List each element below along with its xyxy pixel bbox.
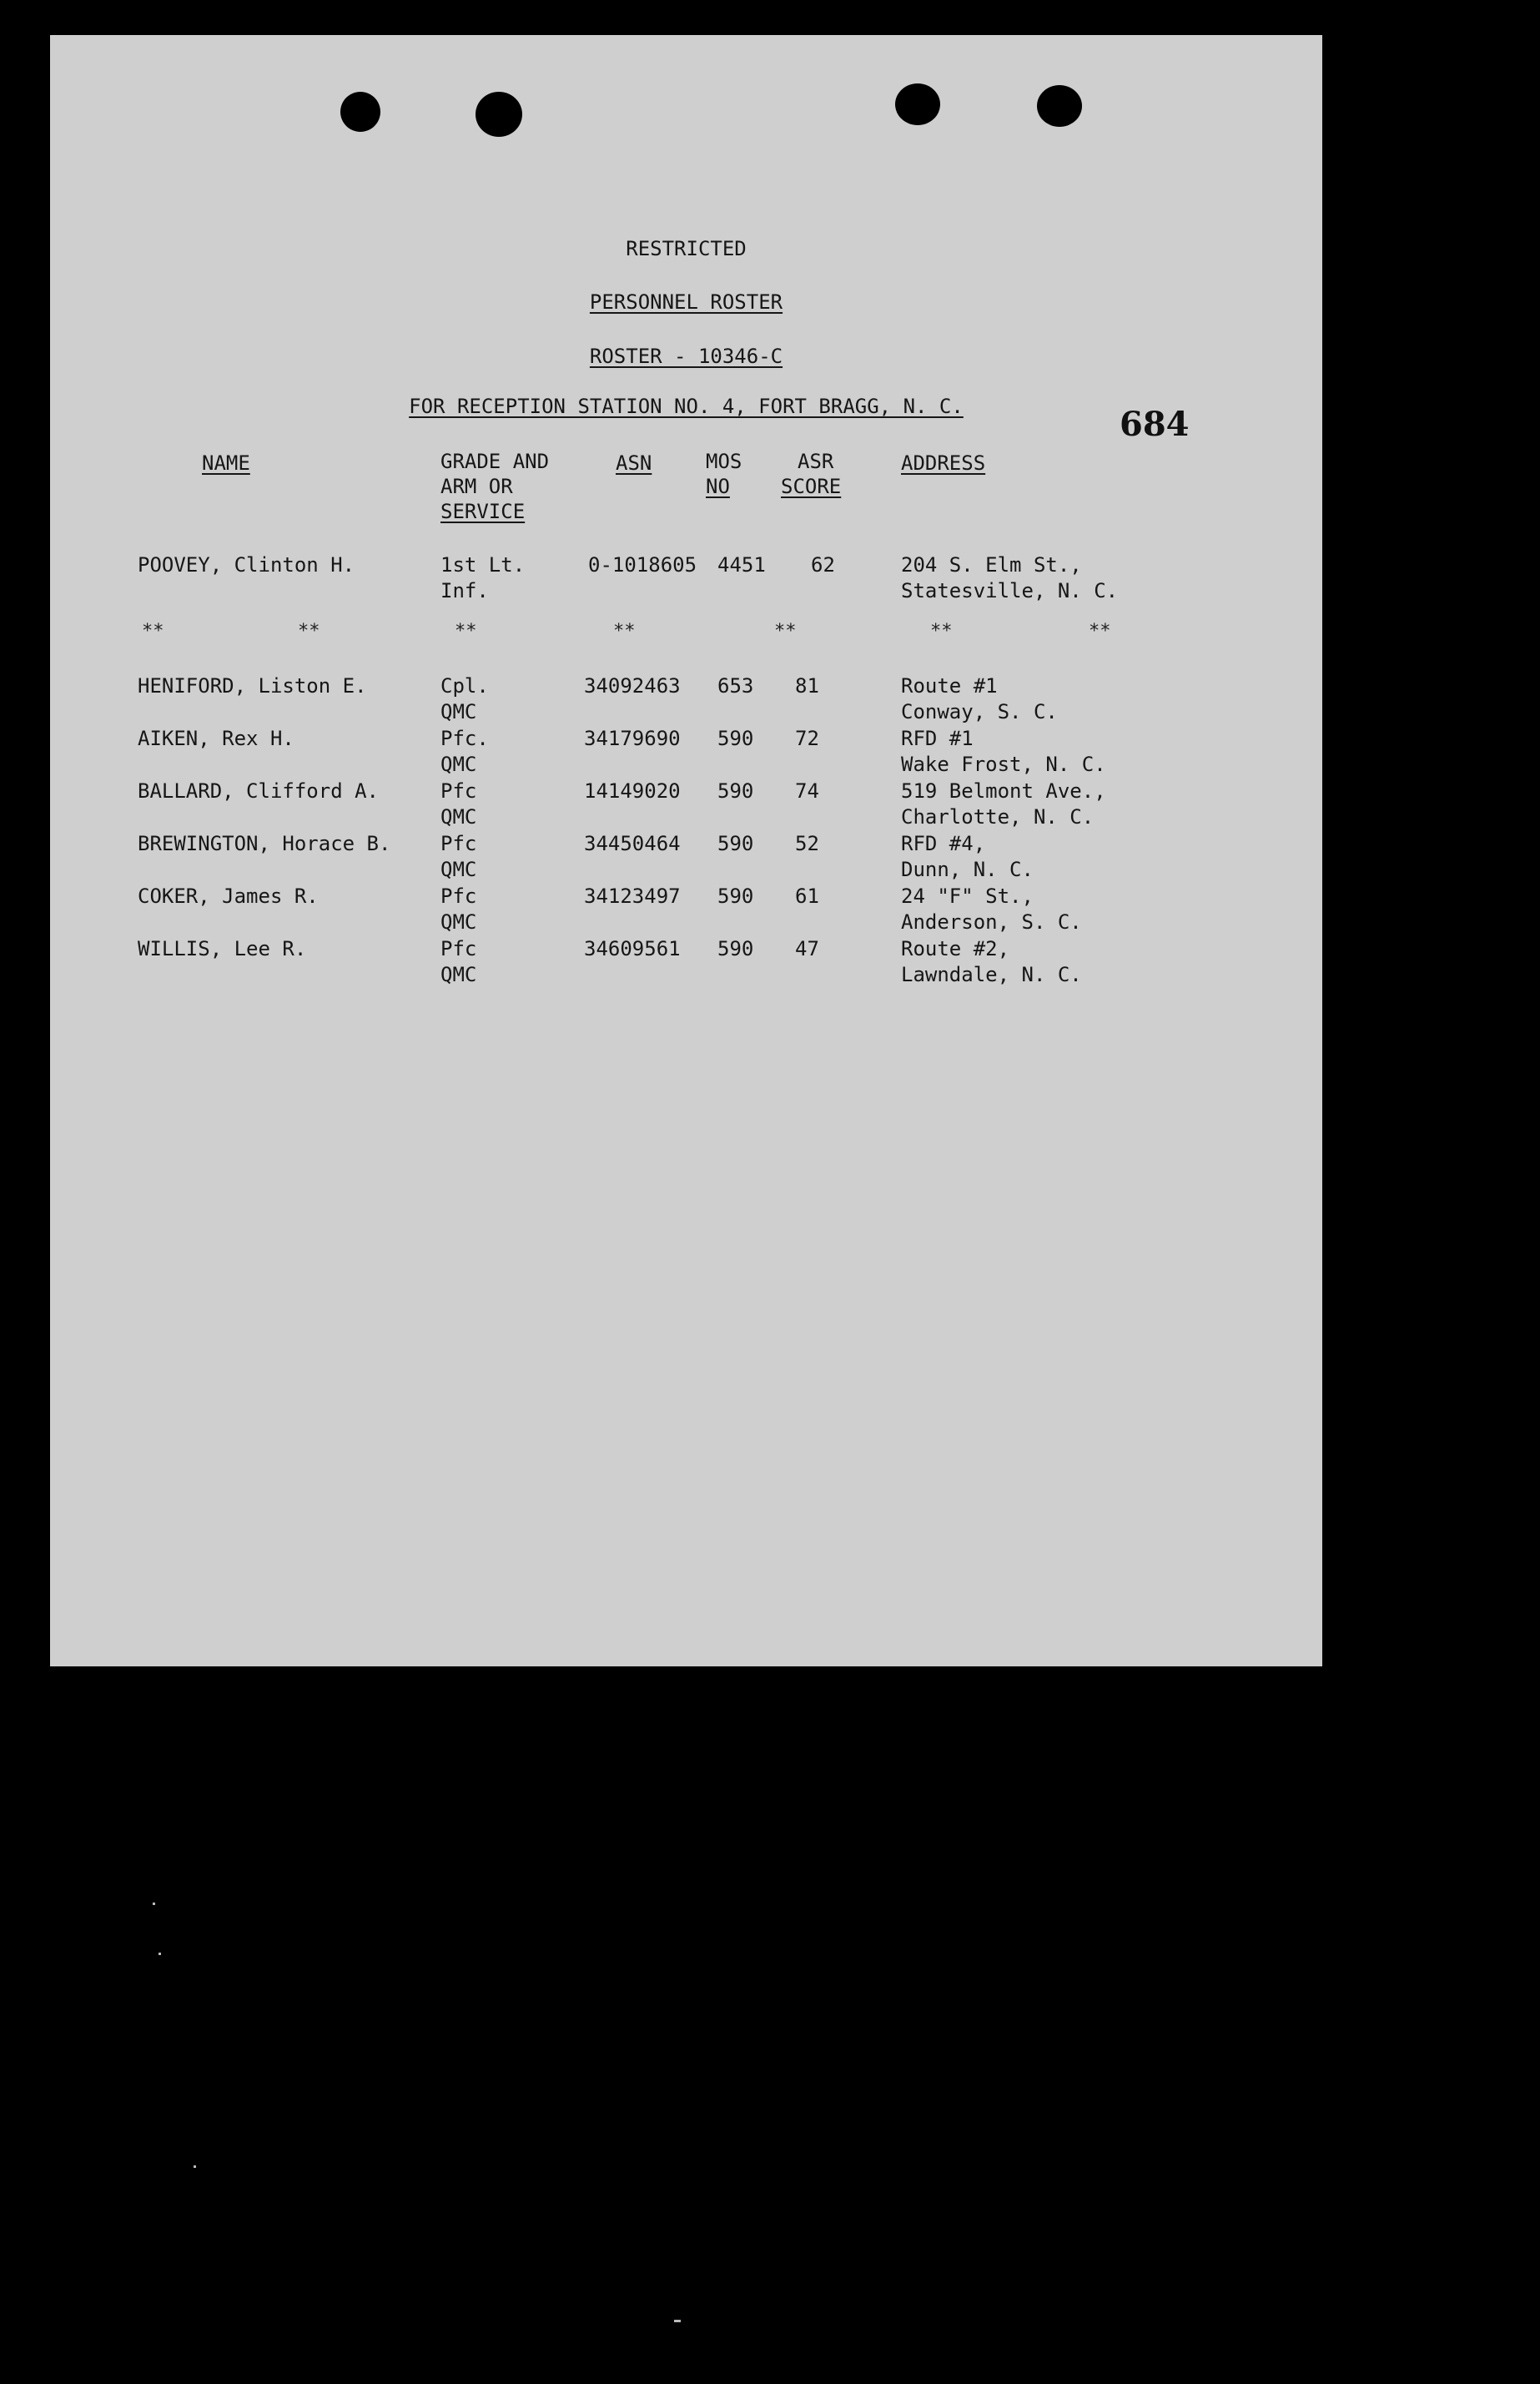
row-address-line: Anderson, S. C. bbox=[901, 910, 1082, 934]
roster-number: ROSTER - 10346-C bbox=[589, 345, 783, 368]
row-grade-arm: QMC bbox=[440, 910, 477, 934]
row-address-line: Charlotte, N. C. bbox=[901, 805, 1095, 829]
row-address bbox=[901, 552, 1118, 604]
separator-mark: ** bbox=[774, 621, 797, 642]
roster-page bbox=[50, 35, 1322, 1666]
row-grade-rank: Pfc bbox=[440, 937, 477, 960]
row-address-line: Route #1 bbox=[901, 674, 998, 698]
table-row bbox=[50, 884, 1322, 935]
row-grade-rank: Cpl. bbox=[440, 674, 489, 698]
separator-mark: ** bbox=[455, 621, 477, 642]
row-grade-arm: QMC bbox=[440, 963, 477, 986]
col-header-grade-line: SERVICE bbox=[440, 500, 526, 523]
row-address bbox=[901, 936, 1082, 988]
row-asn: 14149020 bbox=[584, 779, 681, 803]
row-name: HENIFORD, Liston E. bbox=[138, 674, 367, 698]
row-name: WILLIS, Lee R. bbox=[138, 937, 307, 960]
row-address-line: 519 Belmont Ave., bbox=[901, 779, 1106, 803]
row-grade-rank: Pfc bbox=[440, 779, 477, 803]
row-address-line: Conway, S. C. bbox=[901, 700, 1058, 723]
row-score: 47 bbox=[795, 937, 819, 960]
row-grade-rank: Pfc. bbox=[440, 727, 489, 750]
row-address-line: Dunn, N. C. bbox=[901, 858, 1034, 881]
row-asn: 34179690 bbox=[584, 727, 681, 750]
row-score: 52 bbox=[795, 832, 819, 855]
row-grade-arm: Inf. bbox=[440, 579, 489, 602]
punch-hole bbox=[895, 83, 940, 125]
row-asn: 0-1018605 bbox=[588, 553, 697, 577]
row-asn: 34123497 bbox=[584, 885, 681, 908]
row-address-line: Statesville, N. C. bbox=[901, 579, 1119, 602]
row-name: COKER, James R. bbox=[138, 885, 319, 908]
col-header-name: NAME bbox=[202, 451, 250, 475]
table-row bbox=[50, 726, 1322, 778]
page-number: 684 bbox=[1120, 405, 1190, 444]
roster-title: PERSONNEL ROSTER bbox=[589, 290, 783, 314]
row-grade-rank: 1st Lt. bbox=[440, 553, 526, 577]
col-header-grade-line: GRADE AND bbox=[440, 450, 550, 473]
row-address bbox=[901, 884, 1082, 935]
row-mos: 590 bbox=[717, 832, 754, 855]
row-grade-arm: QMC bbox=[440, 753, 477, 776]
officer-row bbox=[50, 552, 1322, 604]
separator-mark: ** bbox=[298, 621, 320, 642]
row-address bbox=[901, 673, 1058, 725]
col-header-address: ADDRESS bbox=[901, 451, 986, 475]
punch-hole bbox=[1037, 85, 1082, 127]
scan-speck bbox=[153, 1903, 155, 1905]
row-score: 62 bbox=[811, 553, 835, 577]
row-address-line: 204 S. Elm St., bbox=[901, 553, 1082, 577]
punch-hole bbox=[340, 92, 380, 132]
row-grade-arm: QMC bbox=[440, 858, 477, 881]
row-address-line: Wake Frost, N. C. bbox=[901, 753, 1106, 776]
row-address bbox=[901, 831, 1034, 883]
row-address-line: RFD #1 bbox=[901, 727, 974, 750]
row-grade bbox=[440, 726, 489, 778]
scan-speck bbox=[159, 1953, 161, 1955]
row-name: BALLARD, Clifford A. bbox=[138, 779, 379, 803]
col-header-asr-line: ASR bbox=[798, 450, 834, 473]
row-grade bbox=[440, 831, 476, 883]
row-name: AIKEN, Rex H. bbox=[138, 727, 294, 750]
row-mos: 590 bbox=[717, 727, 754, 750]
separator-mark: ** bbox=[142, 621, 164, 642]
classification-heading: RESTRICTED bbox=[626, 237, 747, 260]
col-header-asr bbox=[781, 449, 841, 499]
table-row bbox=[50, 831, 1322, 883]
scan-speck bbox=[674, 2320, 681, 2322]
separator-mark: ** bbox=[930, 621, 953, 642]
row-grade-rank: Pfc bbox=[440, 832, 477, 855]
row-address-line: Lawndale, N. C. bbox=[901, 963, 1082, 986]
col-header-asr-line: SCORE bbox=[781, 475, 842, 498]
row-grade bbox=[440, 552, 525, 604]
row-name: POOVEY, Clinton H. bbox=[138, 553, 355, 577]
row-address bbox=[901, 726, 1106, 778]
punch-hole bbox=[476, 92, 522, 137]
col-header-mos-line: NO bbox=[706, 475, 730, 498]
table-row bbox=[50, 936, 1322, 988]
scan-speck bbox=[194, 2165, 196, 2168]
col-header-asn: ASN bbox=[616, 451, 652, 475]
row-grade-arm: QMC bbox=[440, 700, 477, 723]
row-mos: 590 bbox=[717, 885, 754, 908]
table-row bbox=[50, 673, 1322, 725]
row-address-line: 24 "F" St., bbox=[901, 885, 1034, 908]
row-grade bbox=[440, 884, 476, 935]
table-row bbox=[50, 779, 1322, 830]
row-mos: 590 bbox=[717, 937, 754, 960]
separator-mark: ** bbox=[613, 621, 636, 642]
station-heading: FOR RECEPTION STATION NO. 4, FORT BRAGG, N. C. bbox=[409, 395, 964, 418]
row-grade bbox=[440, 779, 476, 830]
row-mos: 653 bbox=[717, 674, 754, 698]
col-header-mos bbox=[706, 449, 742, 499]
row-score: 61 bbox=[795, 885, 819, 908]
row-address bbox=[901, 779, 1106, 830]
row-grade-rank: Pfc bbox=[440, 885, 477, 908]
row-mos: 590 bbox=[717, 779, 754, 803]
row-asn: 34092463 bbox=[584, 674, 681, 698]
row-score: 72 bbox=[795, 727, 819, 750]
col-header-mos-line: MOS bbox=[706, 450, 742, 473]
row-grade-arm: QMC bbox=[440, 805, 477, 829]
row-mos: 4451 bbox=[717, 553, 766, 577]
row-name: BREWINGTON, Horace B. bbox=[138, 832, 391, 855]
row-grade bbox=[440, 673, 489, 725]
row-asn: 34609561 bbox=[584, 937, 681, 960]
row-score: 74 bbox=[795, 779, 819, 803]
col-header-grade-line: ARM OR bbox=[440, 475, 513, 498]
row-score: 81 bbox=[795, 674, 819, 698]
row-address-line: Route #2, bbox=[901, 937, 1010, 960]
row-asn: 34450464 bbox=[584, 832, 681, 855]
row-address-line: RFD #4, bbox=[901, 832, 986, 855]
row-grade bbox=[440, 936, 476, 988]
col-header-grade bbox=[440, 449, 549, 524]
separator-mark: ** bbox=[1089, 621, 1111, 642]
